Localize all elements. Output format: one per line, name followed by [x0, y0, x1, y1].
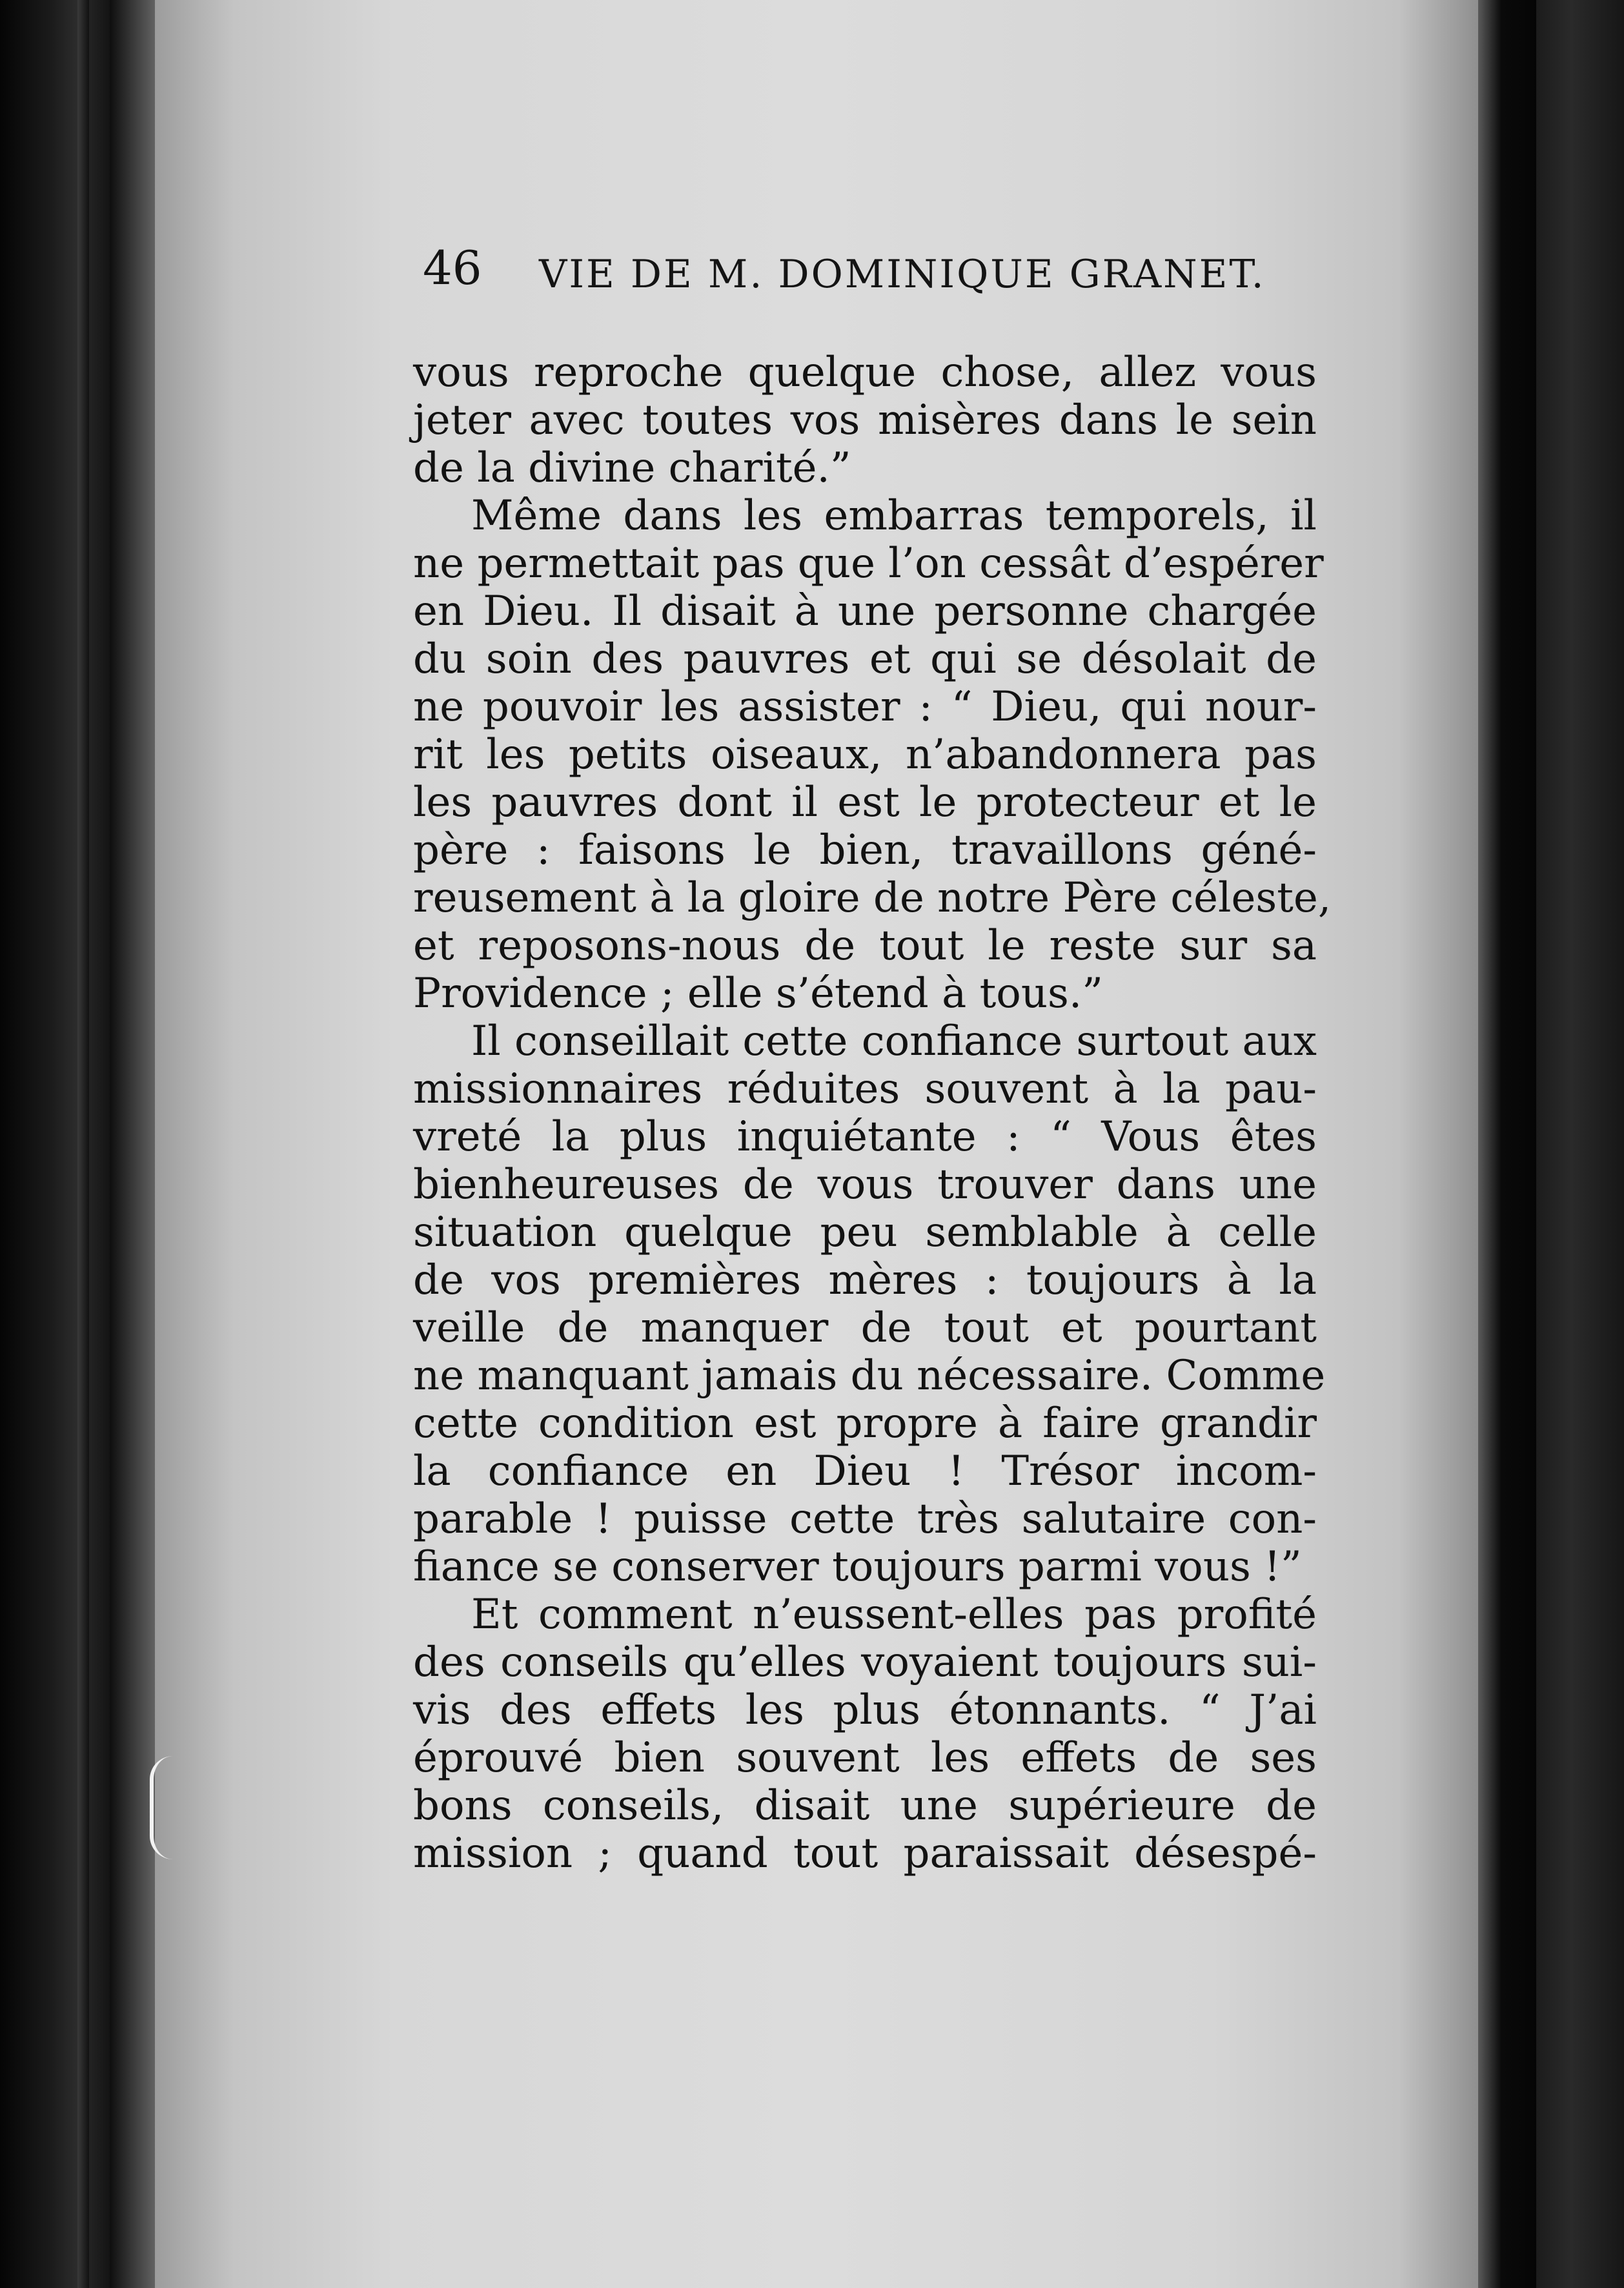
text-line: jeter avec toutes vos misères dans le sein [413, 396, 1317, 444]
text-line: la confiance en Dieu ! Trésor incom- [413, 1447, 1317, 1495]
running-title: VIE DE M. DOMINIQUE GRANET. [539, 252, 1266, 297]
text-line: de la divine charité.” [413, 444, 851, 492]
book-left-edge [0, 0, 110, 2288]
text-line: Même dans les embarras temporels, il [471, 492, 1317, 540]
text-line: de vos premières mères : toujours à la [413, 1256, 1317, 1304]
facing-page-edge [1536, 0, 1624, 2288]
book-spine-strip [77, 0, 89, 2288]
text-line: Il conseillait cette confiance surtout aux [471, 1017, 1317, 1065]
margin-mark [150, 1756, 173, 1859]
text-line: parable ! puisse cette très salutaire con- [413, 1495, 1317, 1543]
text-line: bons conseils, disait une supérieure de [413, 1782, 1317, 1830]
text-line: et reposons-nous de tout le reste sur sa [413, 922, 1317, 970]
text-line: fiance se conserver toujours parmi vous !” [413, 1543, 1302, 1591]
text-line: reusement à la gloire de notre Père céleste, [413, 874, 1332, 922]
page-left-shadow [110, 0, 161, 2288]
text-line: ne permettait pas que l’on cessât d’espérer [413, 540, 1324, 587]
text-line: mission ; quand tout paraissait désespé- [413, 1830, 1317, 1877]
text-line: missionnaires réduites souvent à la pau- [413, 1065, 1317, 1113]
running-head [423, 236, 1266, 300]
text-line: vreté la plus inquiétante : “ Vous êtes [413, 1113, 1317, 1161]
text-line: Providence ; elle s’étend à tous.” [413, 970, 1103, 1017]
text-line: ne pouvoir les assister : “ Dieu, qui nour- [413, 683, 1317, 731]
text-line: veille de manquer de tout et pourtant [413, 1304, 1317, 1352]
text-line: du soin des pauvres et qui se désolait de [413, 635, 1317, 683]
text-line: ne manquant jamais du nécessaire. Comme [413, 1352, 1326, 1400]
book-gutter [1478, 0, 1536, 2288]
text-line: Et comment n’eussent-elles pas profité [471, 1591, 1317, 1639]
body-text [413, 349, 1332, 1877]
text-line: rit les petits oiseaux, n’abandonnera pas [413, 731, 1317, 779]
page-number: 46 [423, 241, 482, 295]
text-line: situation quelque peu semblable à celle [413, 1209, 1317, 1256]
text-line: éprouvé bien souvent les effets de ses [413, 1734, 1317, 1782]
text-line: vis des effets les plus étonnants. “ J’ai [413, 1686, 1317, 1734]
text-line: père : faisons le bien, travaillons géné- [413, 826, 1317, 874]
text-line: des conseils qu’elles voyaient toujours sui- [413, 1639, 1317, 1686]
text-line: bienheureuses de vous trouver dans une [413, 1161, 1317, 1209]
text-line: vous reproche quelque chose, allez vous [413, 349, 1317, 396]
text-line: cette condition est propre à faire grandir [413, 1400, 1317, 1447]
text-line: les pauvres dont il est le protecteur et le [413, 779, 1317, 826]
text-line: en Dieu. Il disait à une personne chargée [413, 587, 1317, 635]
